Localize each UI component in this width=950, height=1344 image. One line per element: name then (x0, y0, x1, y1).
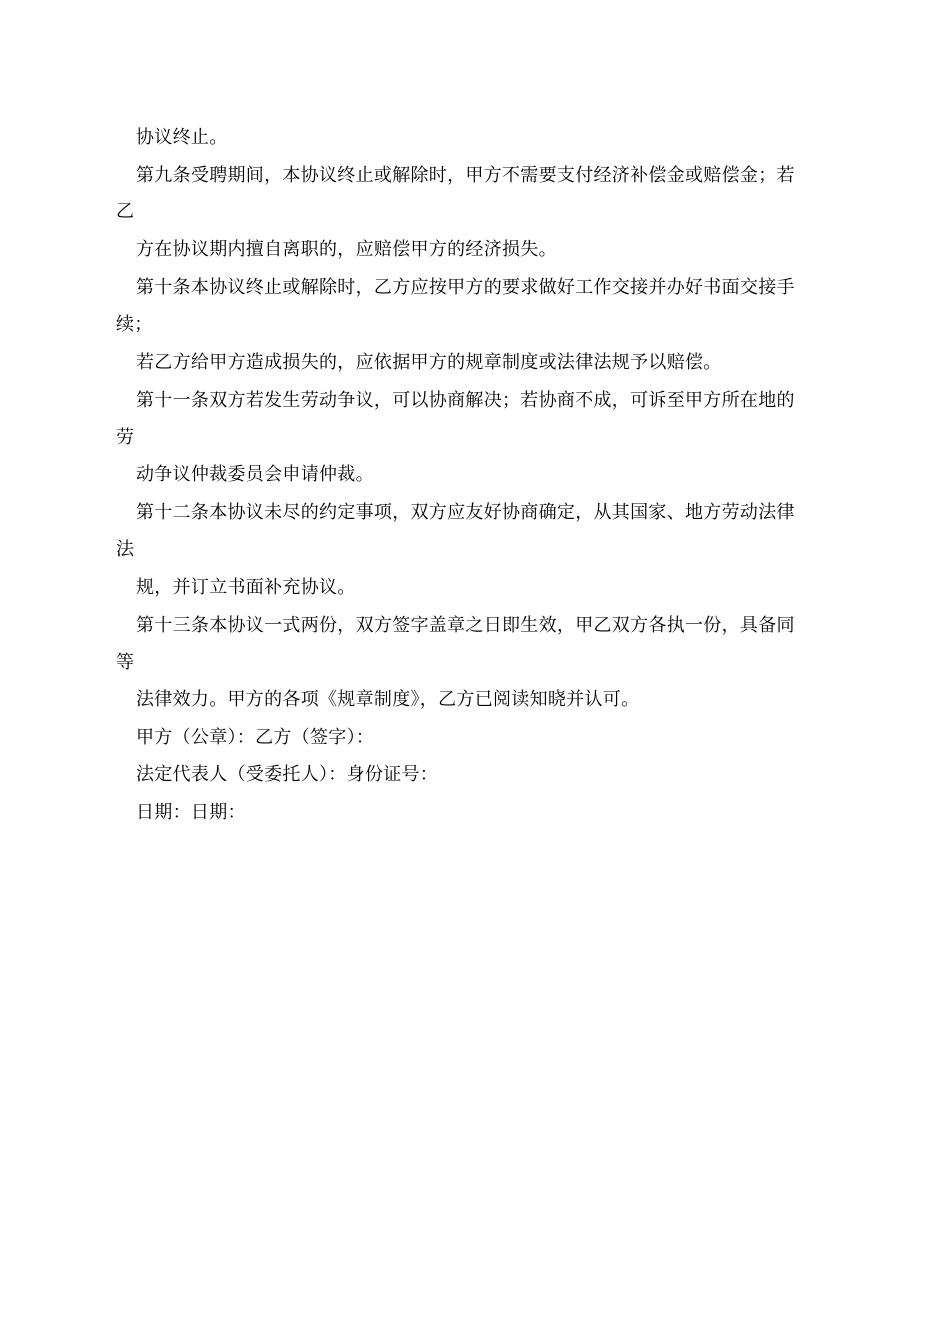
signature-line-representative: 法定代表人（受委托人）：身份证号： (136, 764, 439, 785)
paragraph-line: 第十条本协议终止或解除时，乙方应按甲方的要求做好工作交接并办好书面交接手 (136, 277, 795, 298)
signature-line-party: 甲方（公章）：乙方（签字）： (136, 727, 375, 748)
paragraph-line: 劳 (116, 427, 135, 448)
paragraph-line: 等 (116, 652, 135, 673)
paragraph-line: 规，并订立书面补充协议。 (136, 577, 356, 598)
paragraph-line: 第十三条本协议一式两份，双方签字盖章之日即生效，甲乙双方各执一份，具备同 (136, 615, 795, 636)
paragraph-line: 续； (116, 314, 153, 335)
paragraph-line: 第九条受聘期间，本协议终止或解除时，甲方不需要支付经济补偿金或赔偿金；若 (136, 165, 795, 186)
paragraph-line: 法律效力。甲方的各项《规章制度》，乙方已阅读知晓并认可。 (136, 689, 640, 710)
paragraph-line: 动争议仲裁委员会申请仲裁。 (136, 464, 374, 485)
paragraph-line: 第十一条双方若发生劳动争议，可以协商解决；若协商不成，可诉至甲方所在地的 (136, 390, 795, 411)
paragraph-line: 方在协议期内擅自离职的，应赔偿甲方的经济损失。 (136, 239, 557, 260)
paragraph-line: 若乙方给甲方造成损失的，应依据甲方的规章制度或法律法规予以赔偿。 (136, 352, 722, 373)
signature-line-date: 日期：日期： (136, 802, 246, 823)
paragraph-line: 第十二条本协议未尽的约定事项，双方应友好协商确定，从其国家、地方劳动法律 (136, 502, 795, 523)
paragraph-line: 协议终止。 (136, 127, 228, 148)
paragraph-line: 法 (116, 539, 135, 560)
paragraph-line: 乙 (116, 201, 135, 222)
